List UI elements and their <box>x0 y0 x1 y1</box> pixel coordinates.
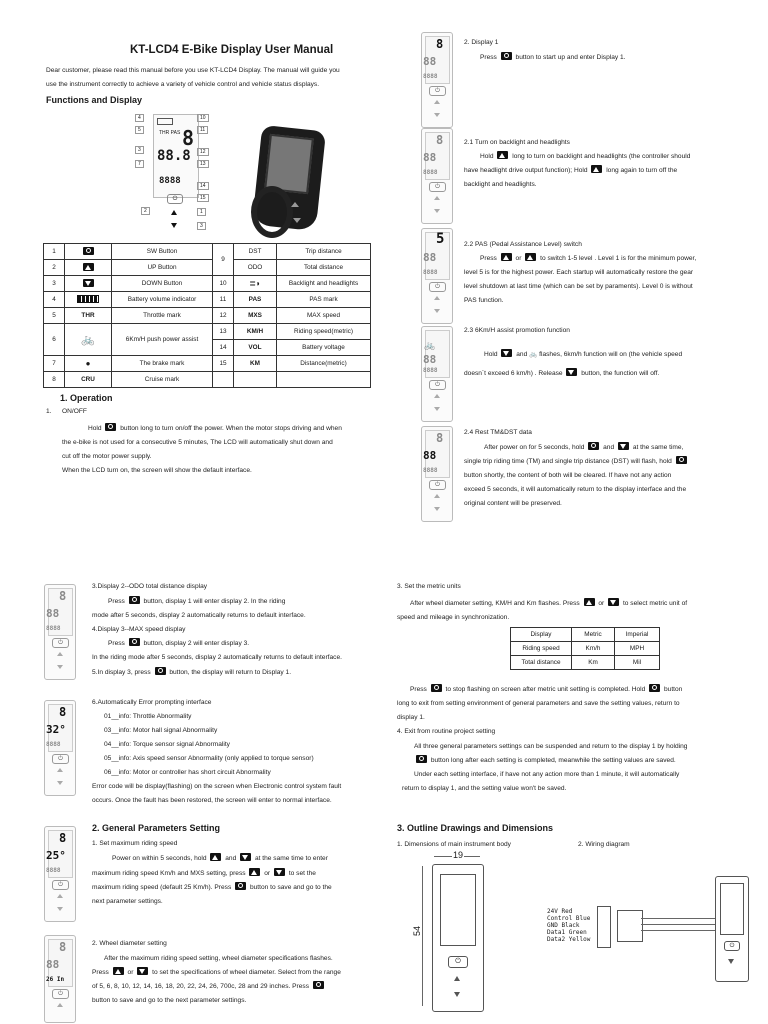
wire-row: 24V Red <box>547 908 573 915</box>
device-wheel: 8 88 26 In ⏻ <box>44 935 76 1023</box>
intro-line-1: Dear customer, please read this manual before you use KT-LCD4 Display. The manual will guide you <box>46 67 340 74</box>
up-arrow-icon <box>501 253 512 261</box>
callout-14: 14 <box>197 182 209 190</box>
s23-title: 2.3 6Km/H assist promotion function <box>464 327 570 334</box>
s22-line-2: level 5 is for the highest power. Each startup will automatically restore the gear <box>464 269 694 276</box>
callout-3b: 3 <box>197 222 206 230</box>
wire-row: GND Black <box>547 922 580 929</box>
device-reset: 8 88 8888 ⏻ <box>421 426 453 522</box>
dimension-drawing: 19 54 ⏻ <box>418 852 498 1012</box>
s23-line-1: Hold and 🚲 flashes, 6km/h function will on (the vehicle speed <box>484 351 683 358</box>
up-arrow-icon <box>83 263 94 271</box>
metric-imperial-table: Display Metric Imperial Riding speed Km/h MPH Total distance Km Mil <box>510 627 660 670</box>
brake-icon: ● <box>85 359 91 368</box>
s21-line-2: have headlight drive output function); Hold long again to turn off the <box>464 167 678 174</box>
up-arrow-icon <box>497 151 508 159</box>
function-table: 1 SW Button 9 DST Trip distance 2 UP Button ODO Total distance 3 DOWN Button 10 ≣◗ Backlight and headlights 4 Battery volume indicator 11 PAS PAS mark 5 THR Throttle mark 12 MXS MAX speed 6 🚲 6Km/H push power assist 13 KM/H Riding speed(metric) 14 VOL Battery voltage 7 ● The brake mark 15 KM Distance(metric) 8 CRU Cruise mark <box>43 243 371 388</box>
s24-line-5: original content will be preserved. <box>464 500 562 507</box>
s24-line-3: button shortly, the content of both will be cleared. If have not any action <box>464 472 672 479</box>
callout-7: 7 <box>135 160 144 168</box>
exit-line-2: button long after each setting is completed, meanwhile the setting values are saved. <box>414 754 676 768</box>
function-diagram <box>135 110 215 234</box>
device-odo: 8 88 8888 ⏻ <box>44 584 76 680</box>
callout-5: 5 <box>135 126 144 134</box>
down-arrow-icon <box>274 868 285 876</box>
mu-line-1: After wheel diameter setting, KM/H and Km flashes. Press or to select metric unit of <box>410 600 688 607</box>
power-icon <box>313 981 324 989</box>
up-arrow-icon <box>525 253 536 261</box>
up-arrow-icon <box>584 598 595 606</box>
gp1-title: 1. Set maximum riding speed <box>92 840 178 847</box>
device-display1: 8 88 8888 ⏻ <box>421 32 453 128</box>
mu-line-2: speed and mileage in synchronization. <box>397 614 510 621</box>
s21-line-3: backlight and headlights. <box>464 181 537 188</box>
b3-line-1: Press button, display 1 will enter display 2. In the riding <box>108 598 286 605</box>
connector-body <box>617 910 643 942</box>
b4-title: 4.Display 3--MAX speed display <box>92 626 186 633</box>
mu-title: 3. Set the metric units <box>397 583 461 590</box>
battery-indicator-icon <box>77 295 99 303</box>
b6-title: 6.Automatically Error prompting interface <box>92 699 212 706</box>
wiring-display: ⏻ <box>715 876 749 982</box>
device-backlight: 8 88 8888 ⏻ <box>421 128 453 224</box>
op1-number: 1. <box>46 408 52 415</box>
gp1-line-3: maximum riding speed (default 25 Km/h). Press button to save and go to the <box>92 884 332 891</box>
wire-row: Control Blue <box>547 915 591 922</box>
up-arrow-icon <box>210 853 221 861</box>
s22-line-4: PAS function. <box>464 297 504 304</box>
down-arrow-icon <box>618 442 629 450</box>
outline-dim-label: 1. Dimensions of main instrument body <box>397 841 511 848</box>
b6-expl-2: occurs. Once the fault has been restored, the screen will enter to normal interface. <box>92 797 332 804</box>
gp1-line-2: maximum riding speed Km/h and MXS setting, press or to set the <box>92 870 316 877</box>
up-arrow-icon <box>113 967 124 975</box>
op1-line-3: cut off the motor power supply. <box>62 453 152 460</box>
exit-line-1: All three general parameters settings can be suspended and return to the display 1 by holding <box>414 743 688 750</box>
power-icon <box>129 596 140 604</box>
error-item-1: 01__info: Throttle Abnormality <box>104 713 192 720</box>
device-photo <box>247 128 327 238</box>
power-icon <box>649 684 660 692</box>
connector-plug <box>597 906 611 948</box>
callout-2: 2 <box>141 207 150 215</box>
device-max-speed: 8 25° 8888 ⏻ <box>44 826 76 922</box>
outline-heading: 3. Outline Drawings and Dimensions <box>397 823 554 833</box>
mu-line-3: Press to stop flashing on screen after metric unit setting is completed. Hold button <box>410 686 683 693</box>
gp2-line-3: of 5, 6, 8, 10, 12, 14, 16, 18, 20, 22, 24, 26, 700c, 28 and 29 inches. Press <box>92 980 326 994</box>
s21-title: 2.1 Turn on backlight and headlights <box>464 139 570 146</box>
diagram-power-button: ⏻ <box>167 194 183 204</box>
callout-11: 11 <box>197 126 208 134</box>
s24-title: 2.4 Rest TM&DST data <box>464 429 532 436</box>
exit-line-4: return to display 1, and the setting value won't be saved. <box>402 785 567 792</box>
s22-line-3: level shutdown at last time (which can be set by paraments). Level 0 is without <box>464 283 693 290</box>
callout-3: 3 <box>135 146 144 154</box>
bike-icon: 🚲 <box>529 351 538 358</box>
power-icon <box>83 247 94 255</box>
wiring-diagram <box>545 870 755 980</box>
thr-mark: THR PAS <box>159 130 181 136</box>
s23-line-2: doesn´t exceed 6 km/h) . Release button, the function will off. <box>464 370 660 377</box>
callout-10: 10 <box>197 114 209 122</box>
walk-assist-bike-icon: 🚲 <box>81 334 95 346</box>
gp1-line-1: Power on within 5 seconds, hold and at the same time to enter <box>112 855 328 862</box>
error-item-4: 05__info: Axis speed sensor Abnormality (only applied to torque sensor) <box>104 755 314 762</box>
power-icon <box>129 638 140 646</box>
op1-line-2: the e-bike is not used for a consecutive 5 minutes, The LCD will automatically shut down and <box>62 439 333 446</box>
diagram-odo-digits: 8888 <box>159 176 181 186</box>
diagram-speed-digits: 88.8 <box>157 148 191 164</box>
exit-line-3: Under each setting interface, if have not any action more than 1 minute, it will automatically <box>414 771 680 778</box>
gp2-line-1: After the maximum riding speed setting, wheel diameter specifications flashes. <box>104 955 333 962</box>
dim-height-value: 54 <box>412 925 423 937</box>
b3-line-2: mode after 5 seconds, display 2 automatically returns to default interface. <box>92 612 306 619</box>
display1-line: Press button to start up and enter Display 1. <box>480 54 626 61</box>
power-icon <box>431 684 442 692</box>
up-arrow-icon <box>249 868 260 876</box>
dim-width-value: 19 <box>453 850 464 860</box>
s21-line-1: Hold long to turn on backlight and headlights (the controller should <box>480 153 691 160</box>
callout-15: 15 <box>197 194 209 202</box>
document-title: KT-LCD4 E-Bike Display User Manual <box>130 44 334 56</box>
power-icon <box>416 755 427 763</box>
callout-4: 4 <box>135 114 144 122</box>
down-arrow-icon <box>240 853 251 861</box>
s24-line-1: After power on for 5 seconds, hold and at the same time, <box>484 444 684 451</box>
exit-title: 4. Exit from routine project setting <box>397 728 496 735</box>
mu-line-4: long to exit from setting environment of general parameters and save the setting values, return to <box>397 700 680 707</box>
power-icon <box>105 423 116 431</box>
battery-icon <box>157 118 173 125</box>
wire-row: Data2 Yellow <box>547 936 591 943</box>
s24-line-2: single trip riding time (TM) and single trip distance (DST) will flash, hold <box>464 455 689 469</box>
general-params-heading: 2. General Parameters Setting <box>92 823 221 833</box>
gp2-title: 2. Wheel diameter setting <box>92 940 167 947</box>
error-item-2: 03__info: Motor hall signal Abnormality <box>104 727 218 734</box>
device-assist: 🚲 88 8888 ⏻ <box>421 326 453 422</box>
s24-line-4: exceed 5 seconds, it will automatically return to the display interface and the <box>464 486 687 493</box>
power-icon <box>235 882 246 890</box>
b4-line-2: In the riding mode after 5 seconds, display 2 automatically returns to default interface. <box>92 654 342 661</box>
operation-heading: 1. Operation <box>60 393 113 403</box>
op1-title: ON/OFF <box>62 408 87 415</box>
wire-row: Data1 Green <box>547 929 587 936</box>
callout-1: 1 <box>197 208 206 216</box>
s22-line-1: Press or to switch 1-5 level . Level 1 is for the minimum power, <box>480 255 697 262</box>
diagram-down-arrow <box>171 223 177 228</box>
headlight-icon: ≣◗ <box>249 279 261 288</box>
callout-13: 13 <box>197 160 209 168</box>
gp2-line-4: button to save and go to the next parameter settings. <box>92 997 247 1004</box>
gp2-line-2: Press or to set the specifications of wheel diameter. Select from the range <box>92 969 341 976</box>
b3-title: 3.Display 2--ODO total distance display <box>92 583 208 590</box>
device-pas: 5 88 8888 ⏻ <box>421 228 453 324</box>
gp1-line-4: next parameter settings. <box>92 898 163 905</box>
device-error: 8 32° 8888 ⏻ <box>44 700 76 796</box>
diagram-mxs-digit: 8 <box>182 126 195 150</box>
op1-line-4: When the LCD turn on, the screen will show the default interface. <box>62 467 252 474</box>
down-arrow-icon <box>566 368 577 376</box>
callout-12: 12 <box>197 148 209 156</box>
power-icon <box>588 442 599 450</box>
b5-line: 5.In display 3, press button, the display will return to Display 1. <box>92 669 292 676</box>
op1-line-1: Hold button long to turn on/off the power. When the motor stops driving and when <box>88 425 342 432</box>
s22-title: 2.2 PAS (Pedal Assistance Level) switch <box>464 241 582 248</box>
power-icon <box>155 667 166 675</box>
diagram-up-arrow <box>171 210 177 215</box>
down-arrow-icon <box>137 967 148 975</box>
power-icon <box>676 456 687 464</box>
down-arrow-icon <box>83 279 94 287</box>
down-arrow-icon <box>608 598 619 606</box>
display1-title: 2. Display 1 <box>464 39 499 46</box>
error-item-3: 04__info: Torque sensor signal Abnormality <box>104 741 230 748</box>
b4-line-1: Press button, display 2 will enter display 3. <box>108 640 250 647</box>
down-arrow-icon <box>501 349 512 357</box>
error-item-5: 06__info: Motor or controller has short circuit Abnormality <box>104 769 271 776</box>
up-arrow-icon <box>591 165 602 173</box>
mu-line-5: display 1. <box>397 714 425 721</box>
power-icon <box>501 52 512 60</box>
intro-line-2: use the instrument correctly to achieve a variety of vehicle control and vehicle status displays. <box>46 81 320 88</box>
functions-heading: Functions and Display <box>46 95 143 105</box>
outline-wiring-label: 2. Wiring diagram <box>578 841 630 848</box>
b6-expl-1: Error code will be display(flashing) on the screen when Electronic control system fault <box>92 783 342 790</box>
